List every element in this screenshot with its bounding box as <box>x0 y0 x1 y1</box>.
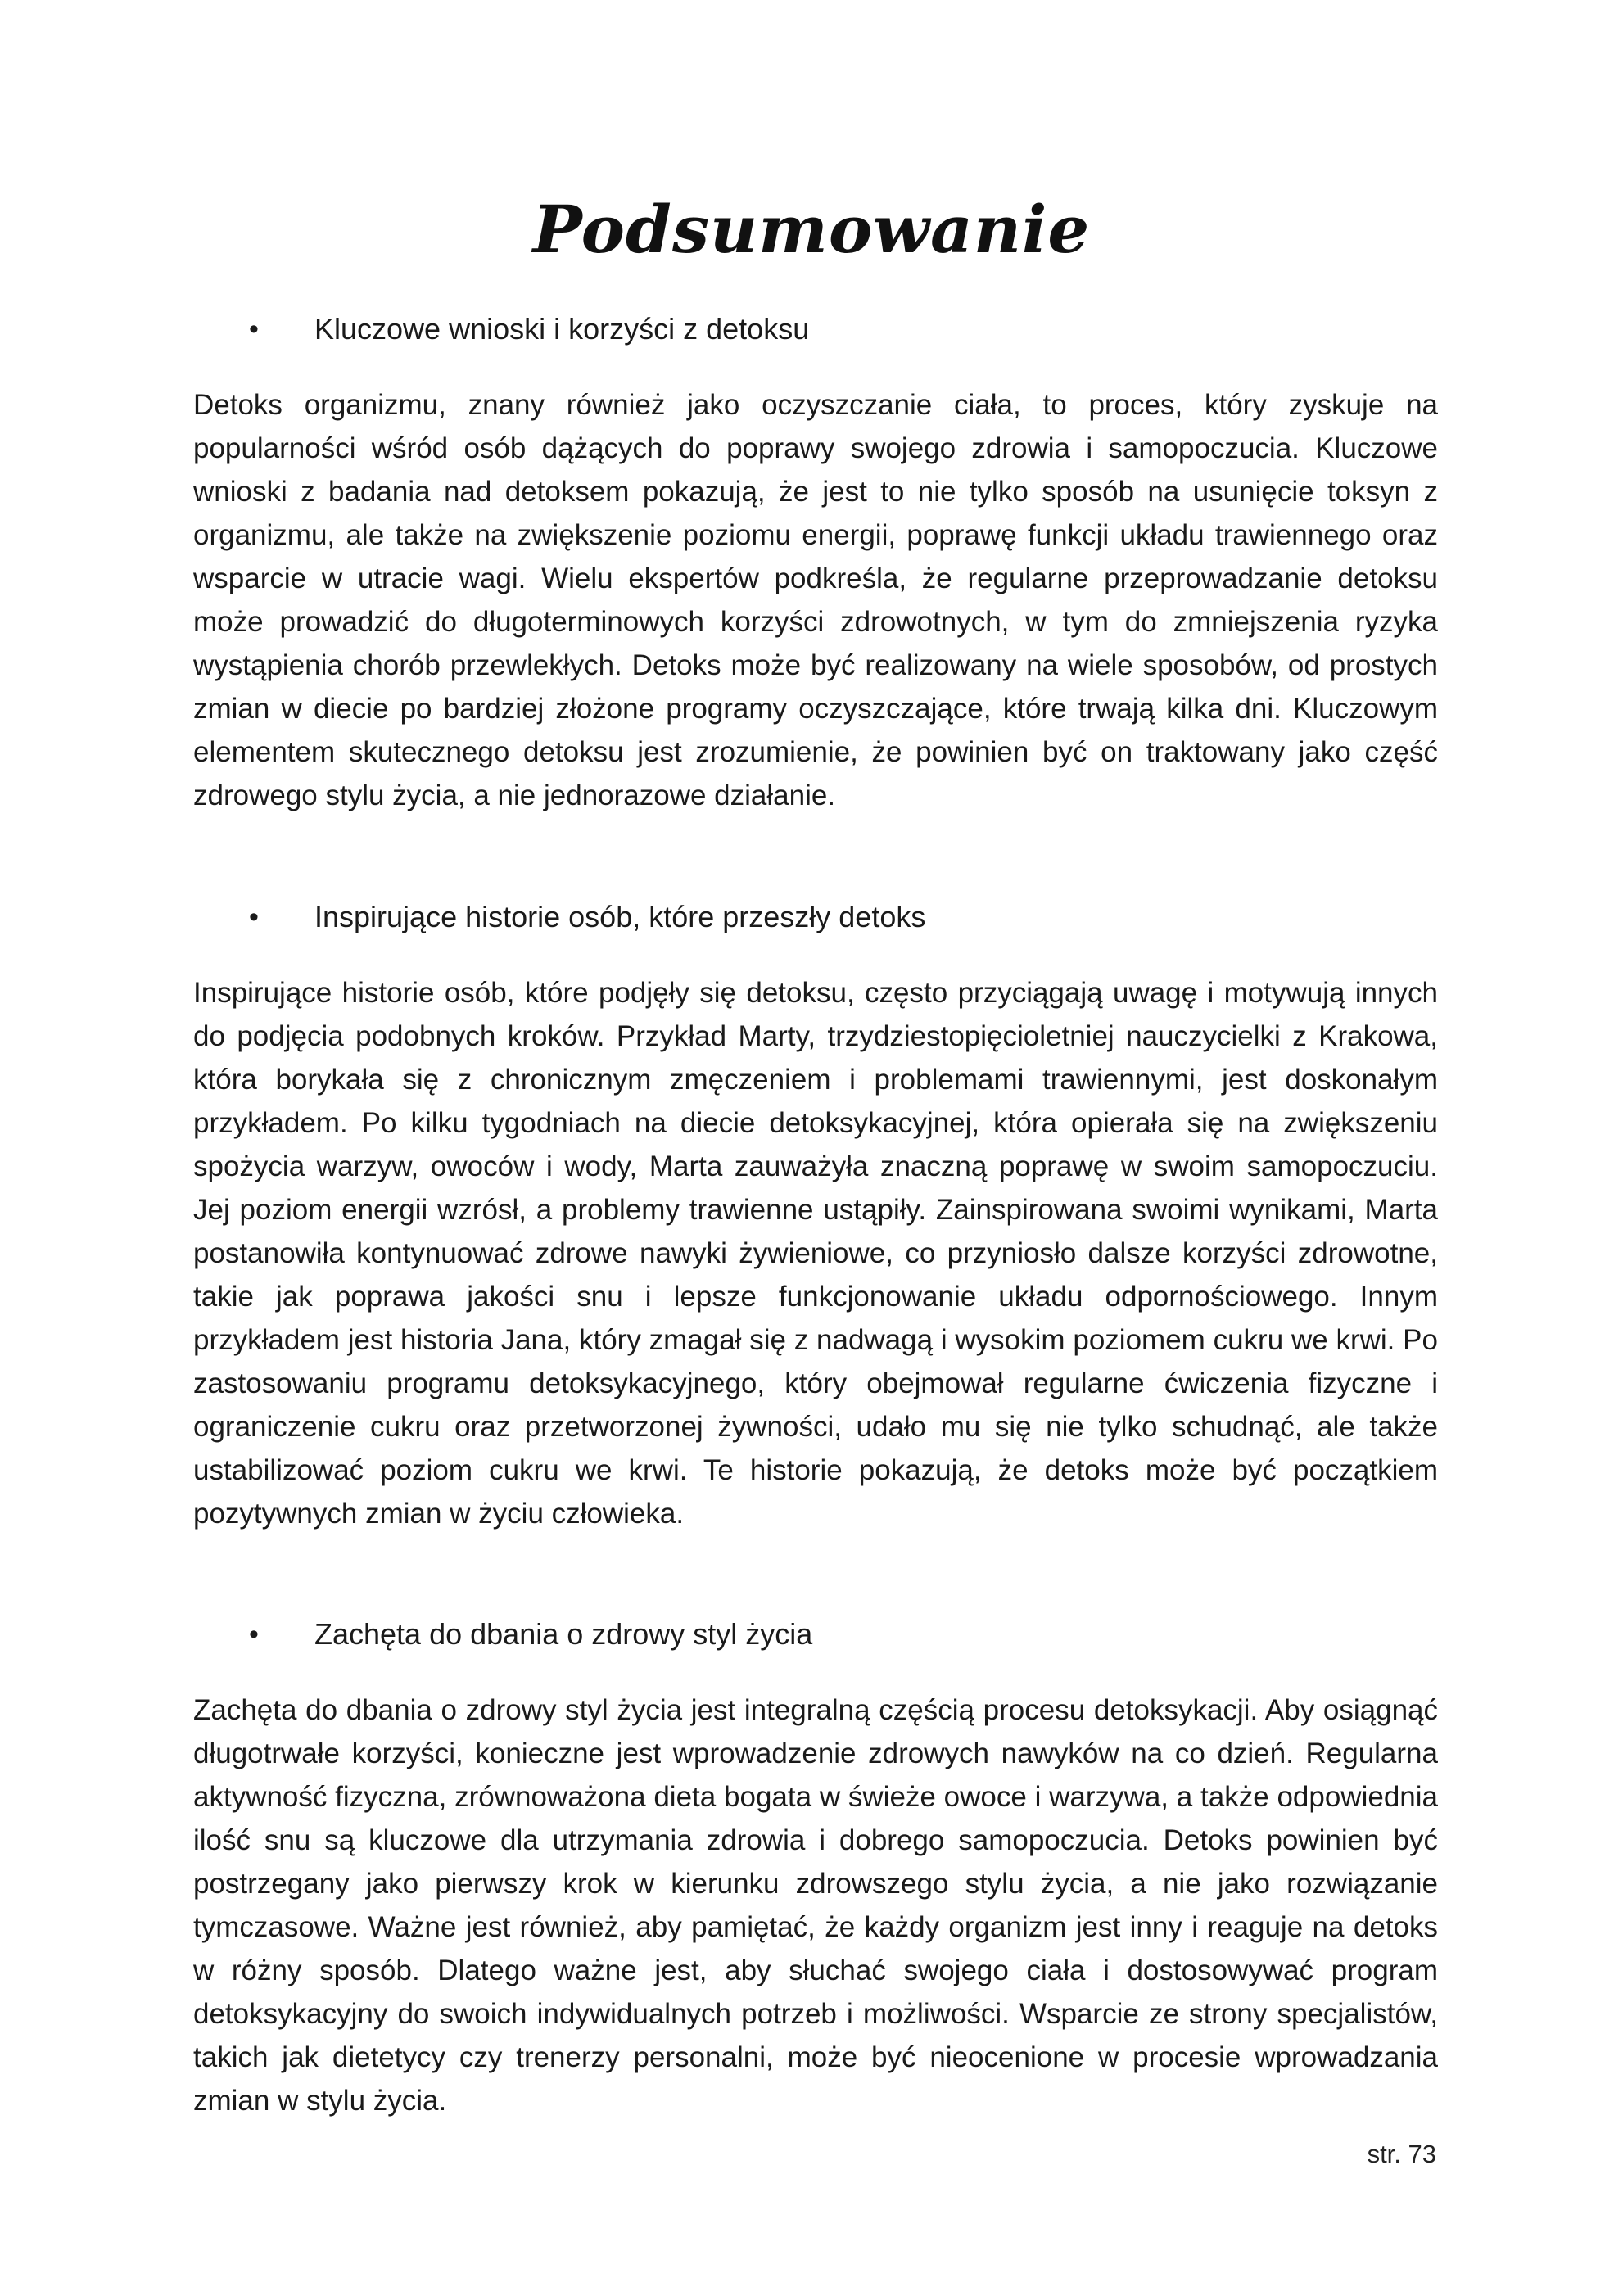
section-paragraph: Zachęta do dbania o zdrowy styl życia jest integralną częścią procesu detoksykacji. Aby osiągnąć długotrwałe korzyści, konieczne jest wprowadzenie zdrowych nawyków na co dzień. Regularna aktywność fizyczna, zrównoważona dieta bogata w świeże owoce i warzywa, a także odpowiednia ilość snu są kluczowe dla utrzymania zdrowia i dobrego samopoczucia. Detoks powinien być postrzegany jako pierwszy krok w kierunku zdrowszego stylu życia, a nie jako rozwiązanie tymczasowe. Ważne jest również, aby pamiętać, że każdy organizm jest inny i reaguje na detoks w różny sposób. Dlatego ważne jest, aby słuchać swojego ciała i dostosowywać program detoksykacyjny do swoich indywidualnych potrzeb i możliwości. Wsparcie ze strony specjalistów, takich jak dietetycy czy trenerzy personalni, może być nieocenione w procesie wprowadzania zmian w stylu życia. <box>193 1694 1438 2117</box>
section-paragraph: Detoks organizmu, znany również jako oczyszczanie ciała, to proces, który zyskuje na popularności wśród osób dążących do poprawy swojego zdrowia i samopoczucia. Kluczowe wnioski z badania nad detoksem pokazują, że jest to nie tylko sposób na usunięcie toksyn z organizmu, ale także na zwiększenie poziomu energii, poprawę funkcji układu trawiennego oraz wsparcie w utracie wagi. Wielu ekspertów podkreśla, że regularne przeprowadzanie detoksu może prowadzić do długoterminowych korzyści zdrowotnych, w tym do zmniejszenia ryzyka wystąpienia chorób przewlekłych. Detoks może być realizowany na wiele sposobów, od prostych zmian w diecie po bardziej złożone programy oczyszczające, które trwają kilka dni. Kluczowym elementem skutecznego detoksu jest zrozumienie, że powinien być on traktowany jako część zdrowego stylu życia, a nie jednorazowe działanie. <box>193 389 1438 811</box>
section-key-conclusions <box>193 306 1438 846</box>
section-healthy-lifestyle <box>193 1611 1438 2151</box>
bullet-icon: • <box>249 902 259 933</box>
section-heading: Inspirujące historie osób, które przeszły detoks <box>314 900 926 933</box>
section-paragraph: Inspirujące historie osób, które podjęły się detoksu, często przyciągają uwagę i motywują innych do podjęcia podobnych kroków. Przykład Marty, trzydziestopięcioletniej nauczycielki z Krakowa, która borykała się z chronicznym zmęczeniem i problemami trawiennymi, jest doskonałym przykładem. Po kilku tygodniach na diecie detoksykacyjnej, która opierała się na zwiększeniu spożycia warzyw, owoców i wody, Marta zauważyła znaczną poprawę w swoim samopoczuciu. Jej poziom energii wzrósł, a problemy trawienne ustąpiły. Zainspirowana swoimi wynikami, Marta postanowiła kontynuować zdrowe nawyki żywieniowe, co przyniosło dalsze korzyści zdrowotne, takie jak poprawa jakości snu i lepsze funkcjonowanie układu odpornościowego. Innym przykładem jest historia Jana, który zmagał się z nadwagą i wysokim poziomem cukru we krwi. Po zastosowaniu programu detoksykacyjnego, który obejmował regularne ćwiczenia fizyczne i ograniczenie cukru oraz przetworzonej żywności, udało mu się nie tylko schudnąć, ale także ustabilizować poziom cukru we krwi. Te historie pokazują, że detoks może być początkiem pozytywnych zmian w życiu człowieka. <box>193 977 1438 1530</box>
bullet-heading <box>193 1611 1438 1657</box>
section-heading: Zachęta do dbania o zdrowy styl życia <box>314 1617 813 1651</box>
bullet-heading <box>193 306 1438 352</box>
page-title: Podsumowanie <box>532 191 1091 268</box>
section-inspiring-stories <box>193 894 1438 1564</box>
bullet-icon: • <box>249 1619 259 1650</box>
bullet-icon: • <box>249 314 259 345</box>
bullet-heading <box>193 894 1438 940</box>
section-heading: Kluczowe wnioski i korzyści z detoksu <box>314 312 810 346</box>
page-number: str. 73 <box>1367 2140 1436 2168</box>
